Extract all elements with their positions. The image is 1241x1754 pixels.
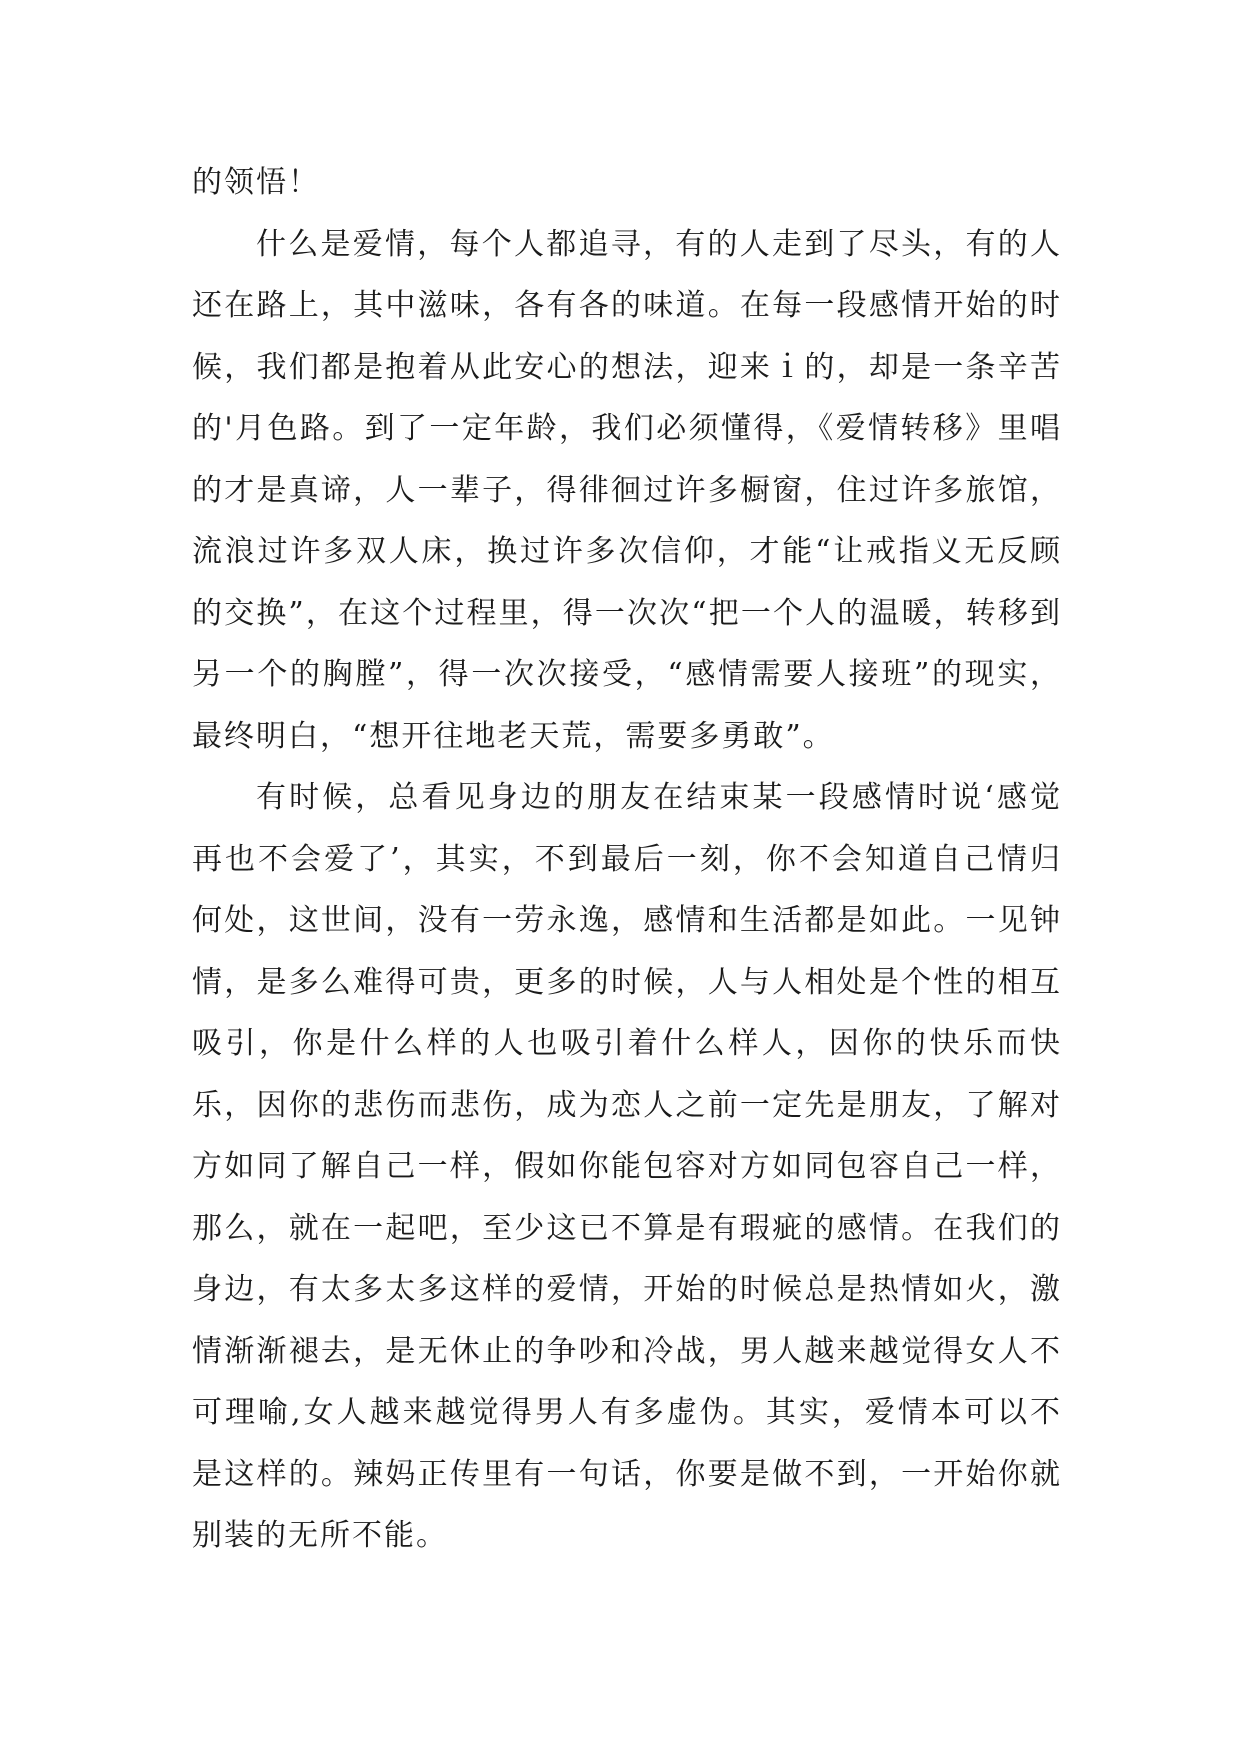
paragraph-1: 的领悟！	[192, 165, 320, 200]
paragraph-2: 什么是爱情，每个人都追寻，有的人走到了尽头，有的人还在路上，其中滋味，各有各的味道。在每一段感情开始的时候，我们都是抱着从此安心的想法，迎来ｉ的，却是一条辛苦的'月色路。到了一定年龄，我们必须懂得，《爱情转移》里唱的才是真谛，人一辈子，得徘徊过许多橱窗，住过许多旅馆，流浪过许多双人床，换过许多次信仰，才能“让戒指义无反顾的交换”，在这个过程里，得一次次“把一个人的温暖，转移到另一个的胸膛”，得一次次接受，“感情需要人接班”的现实，最终明白，“想开往地老天荒，需要多勇敢”。	[192, 226, 1062, 754]
paragraph-3: 有时候，总看见身边的朋友在结束某一段感情时说‘感觉再也不会爱了’，其实，不到最后一刻，你不会知道自己情归何处，这世间，没有一劳永逸，感情和生活都是如此。一见钟情，是多么难得可贵，更多的时候，人与人相处是个性的相互吸引，你是什么样的人也吸引着什么样人，因你的快乐而快乐，因你的悲伤而悲伤，成为恋人之前一定先是朋友，了解对方如同了解自己一样，假如你能包容对方如同包容自己一样，那么，就在一起吧，至少这已不算是有瑕疵的感情。在我们的身边，有太多太多这样的爱情，开始的时候总是热情如火，激情渐渐褪去，是无休止的争吵和冷战，男人越来越觉得女人不可理喻,女人越来越觉得男人有多虚伪。其实，爱情本可以不是这样的。辣妈正传里有一句话，你要是做不到，一开始你就别装的无所不能。	[192, 780, 1062, 1553]
document-body	[192, 152, 1062, 1567]
